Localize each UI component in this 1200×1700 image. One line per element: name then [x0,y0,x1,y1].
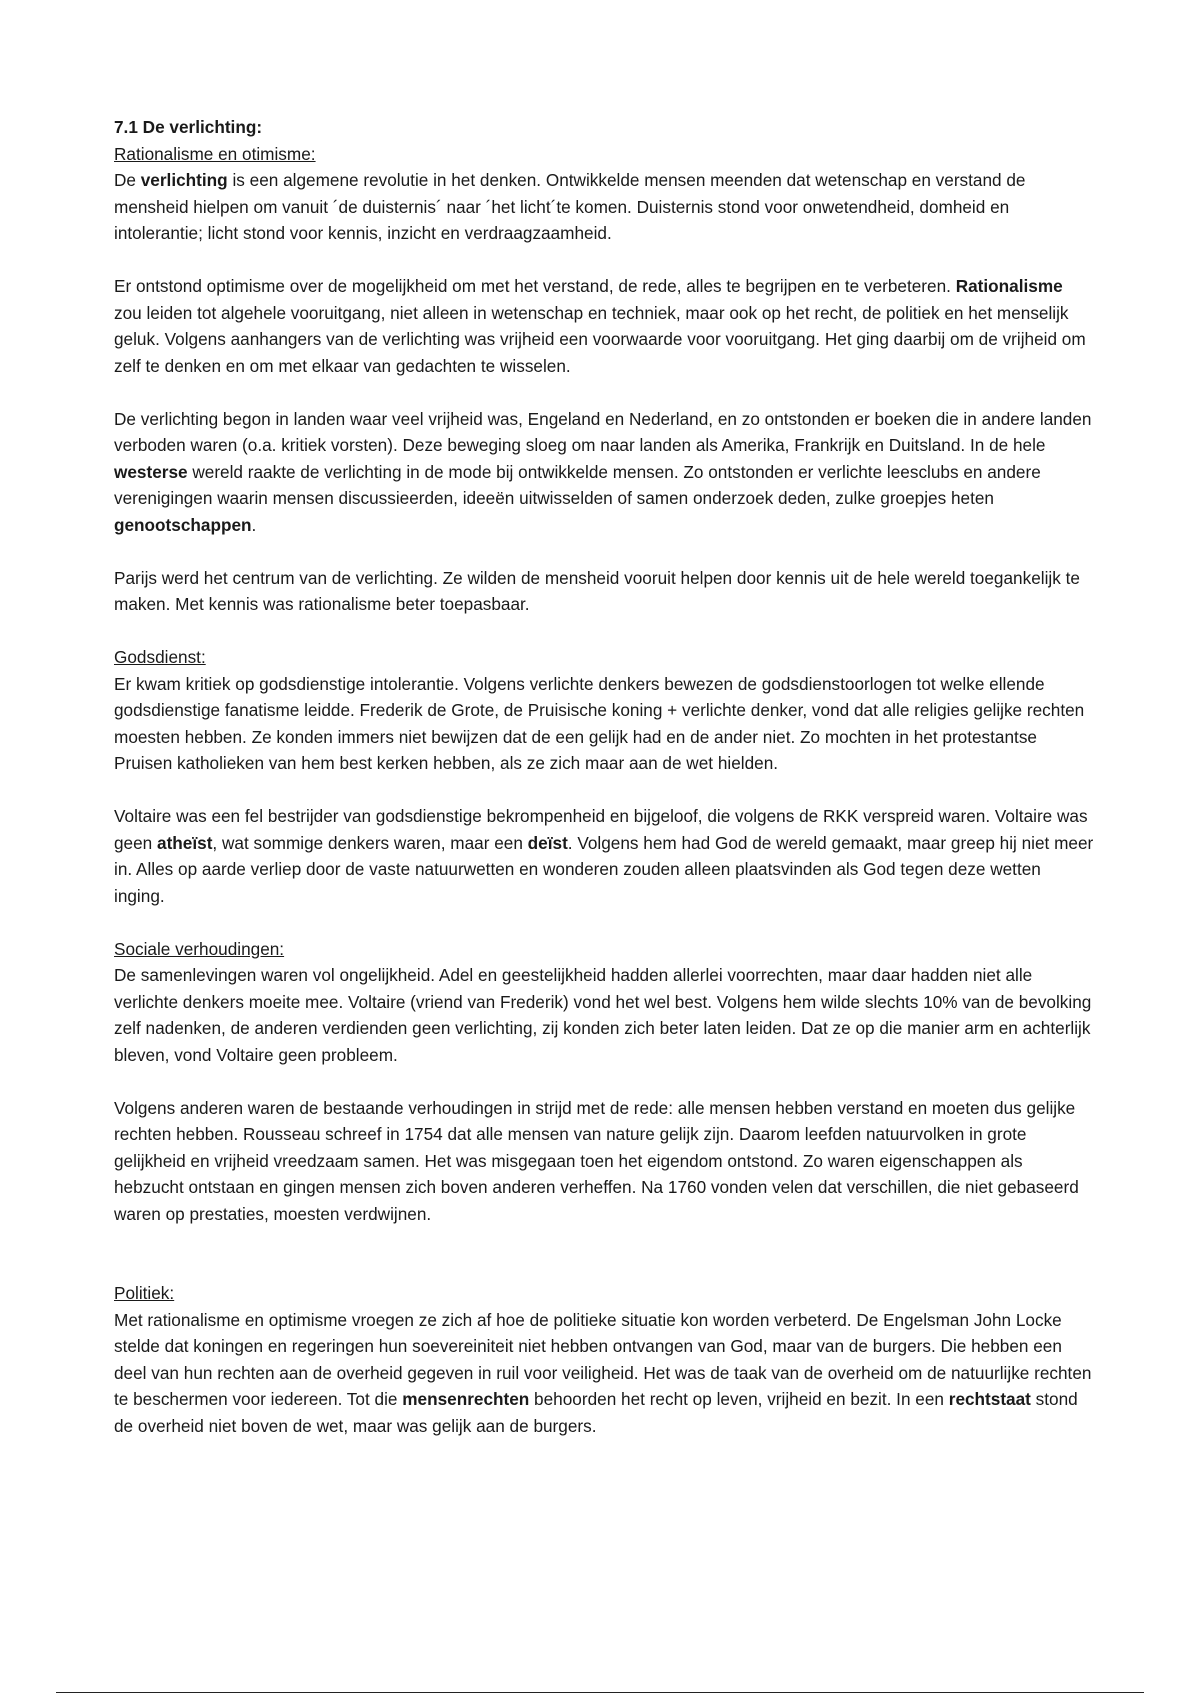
page-title: 7.1 De verlichting: [114,117,263,137]
paragraph: Er kwam kritiek op godsdienstige intolerantie. Volgens verlichte denkers bewezen de godsdienstoorlogen tot welke ellende godsdienstige fanatisme leidde. Frederik de Grote, de Pruisische koning + verlichte denker, vond dat alle religies gelijke rechten moesten hebben. Ze konden immers niet bewijzen dat de een gelijk had en de ander niet. Zo mochten in het protestantse Pruisen katholieken van hem best kerken hebben, als ze zich maar aan de wet hielden. [114,673,1085,773]
paragraph: Parijs werd het centrum van de verlichting. Ze wilden de mensheid vooruit helpen door kennis uit de hele wereld toegankelijk te maken. Met kennis was rationalisme beter toepasbaar. [114,567,1080,614]
section-heading-godsdienst: Godsdienst: [114,647,206,667]
paragraph: Voltaire was een fel bestrijder van godsdienstige bekrompenheid en bijgeloof, die volgens de RKK verspreid waren. Voltaire was geen atheïst, wat sommige denkers waren, maar een deïst. Volgens hem had God de wereld gemaakt, maar greep hij niet meer in. Alles op aarde verliep door de vaste natuurwetten en wonderen zouden alleen plaatsvinden als God tegen deze wetten inging. [114,806,1094,906]
paragraph: De verlichting is een algemene revolutie in het denken. Ontwikkelde mensen meenden dat wetenschap en verstand de mensheid hielpen om vanuit ´de duisternis´ naar ´het licht´te komen. Duisternis stond voor onwetendheid, domheid en intolerantie; licht stond voor kennis, inzicht en verdraagzaamheid. [114,170,1026,243]
bold-term: deïst [527,832,568,853]
paragraph: Met rationalisme en optimisme vroegen ze zich af hoe de politieke situatie kon worden verbeterd. De Engelsman John Locke stelde dat koningen en regeringen hun soevereiniteit niet hebben ontvangen van God, maar van de burgers. Die hebben een deel van hun rechten aan de overheid gegeven in ruil voor veiligheid. Het was de taak van de overheid om de natuurlijke rechten te beschermen voor iedereen. Tot die mensenrechten behoorden het recht op leven, vrijheid en bezit. In een rechtstaat stond de overheid niet boven de wet, maar was gelijk aan de burgers. [114,1309,1092,1436]
bold-term: genootschappen [114,514,252,535]
bold-term: westerse [114,461,188,482]
section-heading-politiek: Politiek: [114,1283,175,1303]
bold-term: atheïst [157,832,213,853]
page-bottom-divider [56,1692,1144,1693]
paragraph: De samenlevingen waren vol ongelijkheid. Adel en geestelijkheid hadden allerlei voorrechten, maar daar hadden niet alle verlichte denkers moeite mee. Voltaire (vriend van Frederik) vond het wel best. Volgens hem wilde slechts 10% van de bevolking zelf nadenken, de anderen verdienden geen verlichting, zij konden zich beter laten leiden. Dat ze op die manier arm en achterlijk bleven, vond Voltaire geen probleem. [114,965,1092,1065]
bold-term: verlichting [140,170,228,190]
bold-term: rechtstaat [948,1389,1031,1409]
bold-term: mensenrechten [402,1389,530,1409]
document-body [114,114,1094,1439]
paragraph: Er ontstond optimisme over de mogelijkheid om met het verstand, de rede, alles te begrijpen en te verbeteren. Rationalisme zou leiden tot algehele vooruitgang, niet alleen in wetenschap en techniek, maar ook op het recht, de politiek en het menselijk geluk. Volgens aanhangers van de verlichting was vrijheid een voorwaarde voor vooruitgang. Het ging daarbij om de vrijheid om zelf te denken en om met elkaar van gedachten te wisselen. [114,276,1086,376]
paragraph: Volgens anderen waren de bestaande verhoudingen in strijd met de rede: alle mensen hebben verstand en moeten dus gelijke rechten hebben. Rousseau schreef in 1754 dat alle mensen van nature gelijk zijn. Daarom leefden natuurvolken in grote gelijkheid en vrijheid vreedzaam samen. Het was misgegaan toen het eigendom ontstond. Zo waren eigenschappen als hebzucht ontstaan en gingen mensen zich boven anderen verheffen. Na 1760 vonden velen dat verschillen, die niet gebaseerd waren op prestaties, moesten verdwijnen. [114,1097,1079,1224]
bold-term: Rationalisme [955,276,1063,296]
section-heading-rationalisme: Rationalisme en otimisme: [114,143,316,164]
section-heading-sociale-verhoudingen: Sociale verhoudingen: [114,938,285,959]
paragraph: De verlichting begon in landen waar veel vrijheid was, Engeland en Nederland, en zo ontstonden er boeken die in andere landen verboden waren (o.a. kritiek vorsten). Deze beweging sloeg om naar landen als Amerika, Frankrijk en Duitsland. In de hele westerse wereld raakte de verlichting in de mode bij ontwikkelde mensen. Zo ontstonden er verlichte leesclubs en andere verenigingen waarin mensen discussieerden, ideeën uitwisselden of samen onderzoek deden, zulke groepjes heten genootschappen. [114,408,1092,535]
